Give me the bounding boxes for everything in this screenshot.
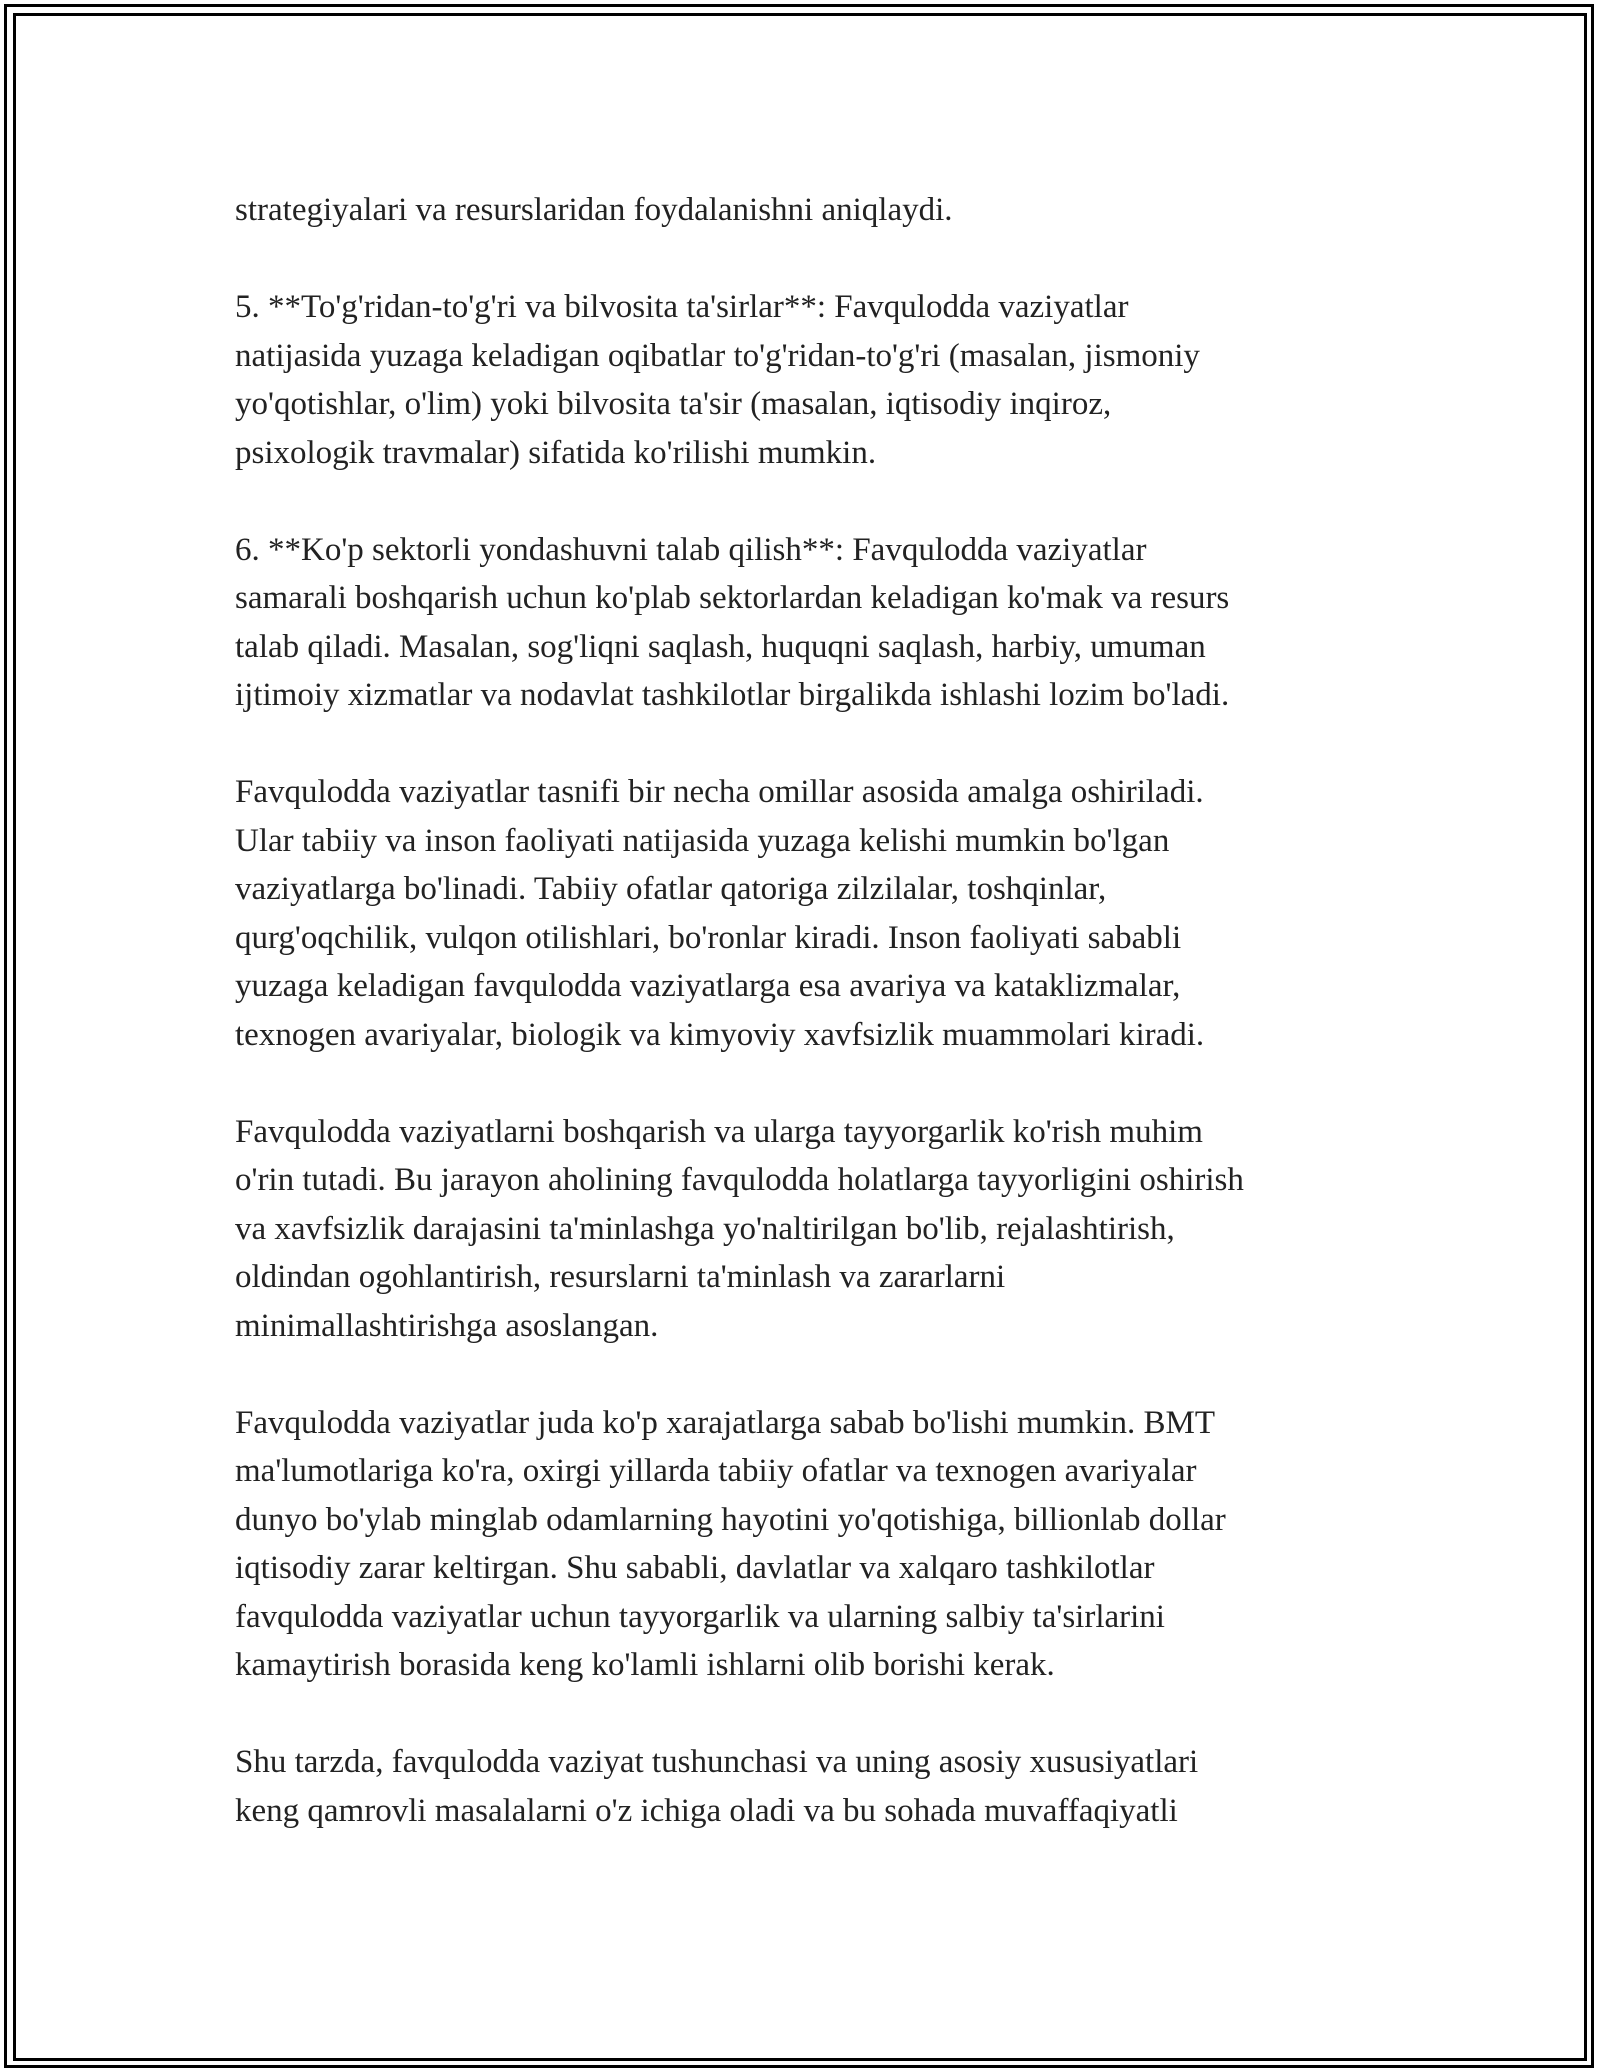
text-line: o'rin tutadi. Bu jarayon aholining favqulodda holatlarga tayyorligini oshirish bbox=[235, 1162, 1244, 1198]
paragraph-item-5 bbox=[235, 283, 1385, 477]
text-line: Ular tabiiy va inson faoliyati natijasida yuzaga kelishi mumkin bo'lgan bbox=[235, 822, 1170, 859]
paragraph-management bbox=[235, 1108, 1385, 1351]
text-line: ijtimoiy xizmatlar va nodavlat tashkilotlar birgalikda ishlashi lozim bo'ladi. bbox=[235, 677, 1230, 713]
text-line: iqtisodiy zarar keltirgan. Shu sababli, davlatlar va xalqaro tashkilotlar bbox=[235, 1550, 1155, 1586]
text-line: Favqulodda vaziyatlarni boshqarish va ularga tayyorgarlik ko'rish muhim bbox=[235, 1113, 1203, 1150]
text-line: psixologik travmalar) sifatida ko'rilishi mumkin. bbox=[235, 434, 877, 471]
text-line: natijasida yuzaga keladigan oqibatlar to'g'ridan-to'g'ri (masalan, jismoniy bbox=[235, 337, 1200, 374]
paragraph-item-6 bbox=[235, 526, 1385, 720]
text-line: samarali boshqarish uchun ko'plab sektorlardan keladigan ko'mak va resurs bbox=[235, 580, 1230, 616]
text-line: talab qiladi. Masalan, sog'liqni saqlash, huquqni saqlash, harbiy, umuman bbox=[235, 628, 1206, 665]
text-line: 5. **To'g'ridan-to'g'ri va bilvosita ta'sirlar**: Favqulodda vaziyatlar bbox=[235, 289, 1129, 325]
text-line: yuzaga keladigan favqulodda vaziyatlarga esa avariya va kataklizmalar, bbox=[235, 968, 1181, 1004]
text-line: Favqulodda vaziyatlar juda ko'p xarajatlarga sabab bo'lishi mumkin. BMT bbox=[235, 1404, 1215, 1441]
text-line: texnogen avariyalar, biologik va kimyoviy xavfsizlik muammolari kiradi. bbox=[235, 1016, 1205, 1053]
text-line: oldindan ogohlantirish, resurslarni ta'minlash va zararlarni bbox=[235, 1259, 1006, 1295]
text-line: ma'lumotlariga ko'ra, oxirgi yillarda tabiiy ofatlar va texnogen avariyalar bbox=[235, 1453, 1197, 1489]
text-line: yo'qotishlar, o'lim) yoki bilvosita ta'sir (masalan, iqtisodiy inqiroz, bbox=[235, 386, 1112, 422]
paragraph-1 bbox=[235, 186, 1385, 235]
text-line: vaziyatlarga bo'linadi. Tabiiy ofatlar qatoriga zilzilalar, toshqinlar, bbox=[235, 871, 1107, 907]
text-line: dunyo bo'ylab minglab odamlarning hayotini yo'qotishiga, billionlab dollar bbox=[235, 1501, 1226, 1538]
text-line: va xavfsizlik darajasini ta'minlashga yo'naltirilgan bo'lib, rejalashtirish, bbox=[235, 1210, 1175, 1247]
text-line: keng qamrovli masalalarni o'z ichiga oladi va bu sohada muvaffaqiyatli bbox=[235, 1792, 1178, 1829]
text-line: minimallashtirishga asoslangan. bbox=[235, 1307, 659, 1344]
text-line: Shu tarzda, favqulodda vaziyat tushunchasi va uning asosiy xususiyatlari bbox=[235, 1744, 1199, 1780]
text-line: qurg'oqchilik, vulqon otilishlari, bo'ronlar kiradi. Inson faoliyati sababli bbox=[235, 919, 1182, 956]
text-line: strategiyalari va resurslaridan foydalanishni aniqlaydi. bbox=[235, 192, 953, 228]
document-body bbox=[235, 186, 1385, 1884]
text-line: Favqulodda vaziyatlar tasnifi bir necha omillar asosida amalga oshiriladi. bbox=[235, 774, 1204, 810]
paragraph-classification bbox=[235, 768, 1385, 1059]
text-line: 6. **Ko'p sektorli yondashuvni talab qilish**: Favqulodda vaziyatlar bbox=[235, 531, 1147, 568]
text-line: favqulodda vaziyatlar uchun tayyorgarlik va ularning salbiy ta'sirlarini bbox=[235, 1598, 1165, 1635]
paragraph-conclusion bbox=[235, 1738, 1385, 1835]
text-line: kamaytirish borasida keng ko'lamli ishlarni olib borishi kerak. bbox=[235, 1647, 1055, 1683]
paragraph-costs bbox=[235, 1399, 1385, 1690]
